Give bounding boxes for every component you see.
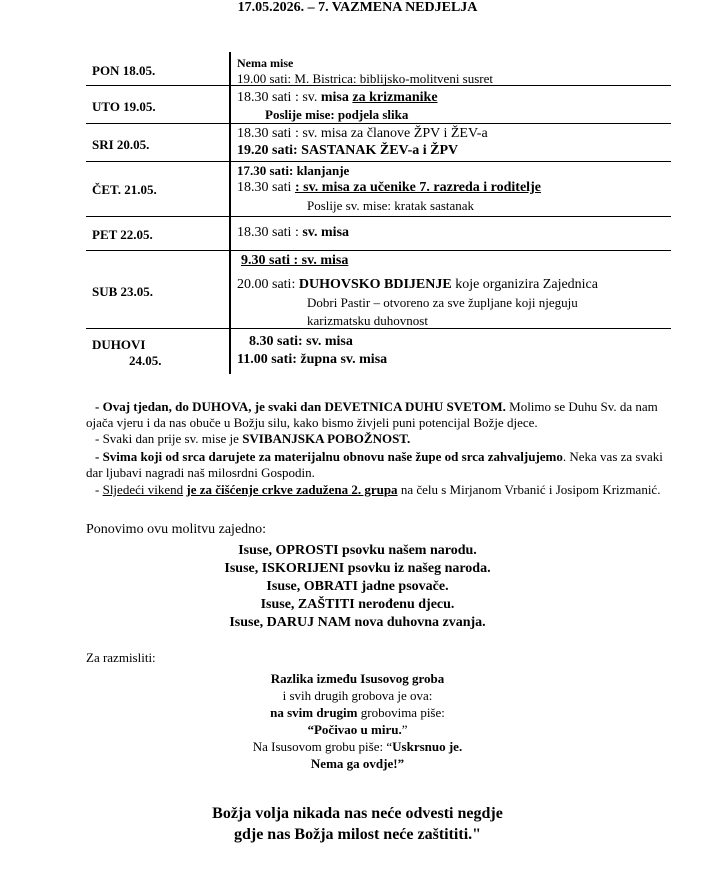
reflect-label: Za razmisliti:: [86, 650, 156, 665]
sat-line-4: karizmatsku duhovnost: [307, 313, 428, 328]
sat-line-3: Dobri Pastir – otvoreno za sve župljane koji njeguju: [307, 295, 578, 310]
thu-line-1: 17.30 sati: klanjanje: [237, 163, 350, 178]
tue-line-1: 18.30 sati : sv. misa za krizmanike: [237, 90, 438, 105]
sun-line-2: 11.00 sati: župna sv. misa: [237, 352, 388, 367]
prayer-line: Isuse, OPROSTI psovku našem narodu.: [238, 543, 477, 558]
wed-line-1: 18.30 sati : sv. misa za članove ŽPV i ŽEV-a: [237, 126, 488, 141]
day-friday: PET 22.05.: [92, 227, 153, 242]
column-divider: [229, 52, 231, 374]
note-donations: - Svima koji od srca darujete za materijalnu obnovu naše župe od srca zahvaljujemo. Neka vas za svaki dar ljubavi nagradi naš milosrdni Gospodin.: [86, 449, 663, 480]
page-title: 17.05.2026. – 7. VAZMENA NEDJELJA: [237, 0, 478, 15]
thu-line-3: Poslije sv. mise: kratak sastanak: [307, 198, 475, 213]
wed-line-2: 19.20 sati: SASTANAK ŽEV-a i ŽPV: [237, 143, 459, 158]
day-thursday: ČET. 21.05.: [92, 182, 157, 197]
mon-line-2: 19.00 sati: M. Bistrica: biblijsko-molitveni susret: [237, 71, 494, 86]
row-divider: [86, 216, 671, 217]
prayer-intro: Ponovimo ovu molitvu zajedno:: [86, 522, 267, 537]
reflect-line-4: “Počivao u miru.”: [307, 722, 408, 737]
reflect-line-2: i svih drugih grobova je ova:: [282, 688, 433, 703]
day-wednesday: SRI 20.05.: [92, 137, 150, 152]
sat-line-2: 20.00 sati: DUHOVSKO BDIJENJE koje organizira Zajednica: [237, 277, 598, 292]
sat-line-1: 9.30 sati : sv. misa: [241, 253, 349, 268]
note-may-devotion: - Svaki dan prije sv. mise je SVIBANJSKA POBOŽNOST.: [95, 431, 411, 446]
prayer-line: Isuse, ISKORIJENI psovku iz našeg naroda.: [224, 561, 491, 576]
reflect-line-3: na svim drugim grobovima piše:: [270, 705, 445, 720]
prayer-line: Isuse, ZAŠTITI nerođenu djecu.: [260, 597, 455, 612]
prayer-line: Isuse, DARUJ NAM nova duhovna zvanja.: [229, 615, 486, 630]
row-divider: [86, 123, 671, 124]
day-sunday-date: 24.05.: [129, 353, 162, 368]
day-sunday: DUHOVI: [92, 337, 146, 352]
final-quote-line-1: Božja volja nikada nas neće odvesti negdje: [212, 805, 503, 822]
mon-line-1: Nema mise: [237, 56, 294, 70]
fri-line-1: 18.30 sati : sv. misa: [237, 225, 350, 240]
prayer-line: Isuse, OBRATI jadne psovače.: [266, 579, 449, 594]
row-divider: [86, 161, 671, 162]
sun-line-1: 8.30 sati: sv. misa: [249, 334, 353, 349]
thu-line-2: 18.30 sati : sv. misa za učenike 7. razreda i roditelje: [237, 180, 541, 195]
reflect-line-1: Razlika između Isusovog groba: [270, 671, 445, 686]
day-saturday: SUB 23.05.: [92, 284, 154, 299]
reflect-line-6: Nema ga ovdje!”: [310, 756, 405, 771]
reflect-line-5: Na Isusovom grobu piše: “Uskrsnuo je.: [252, 739, 463, 754]
row-divider: [86, 250, 671, 251]
note-cleaning: - Sljedeći vikend je za čišćenje crkve zadužena 2. grupa na čelu s Mirjanom Vrbanić i Josipom Krizmanić.: [95, 482, 661, 497]
day-tuesday: UTO 19.05.: [92, 99, 156, 114]
final-quote-line-2: gdje nas Božja milost neće zaštititi.": [233, 826, 482, 843]
tue-line-2: Poslije mise: podjela slika: [265, 107, 409, 122]
day-monday: PON 18.05.: [92, 63, 156, 78]
note-novena: - Ovaj tjedan, do DUHOVA, je svaki dan DEVETNICA DUHU SVETOM. Molimo se Duhu Sv. da nam ojača vjeru i da nas obuče u Božju silu, kako bismo živjeli puni potencijal Božje djece.: [86, 399, 658, 430]
